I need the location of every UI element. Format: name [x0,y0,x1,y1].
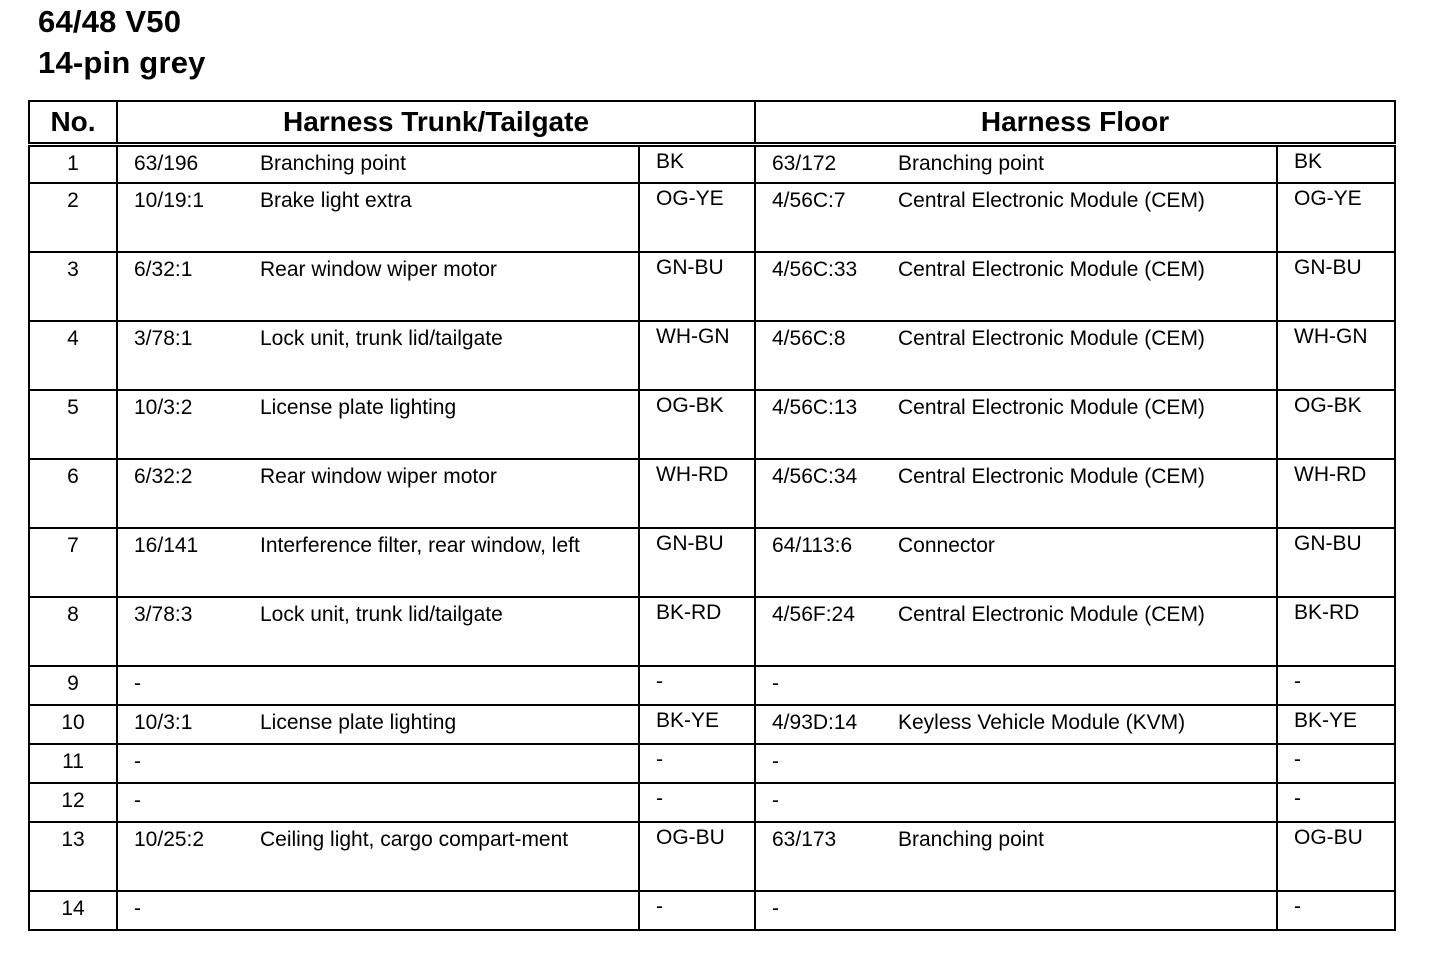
trunk-code: - [134,789,141,812]
trunk-code: 3/78:3 [134,603,193,626]
pinout-table [28,100,1396,931]
trunk-description [260,747,638,777]
floor-description: Keyless Vehicle Module (KVM) [898,711,1186,734]
trunk-cell [117,783,639,822]
table-header-row [29,101,1395,145]
table-row [29,528,1395,597]
floor-description: Central Electronic Module (CEM) [898,603,1205,626]
floor-code: 4/93D:14 [772,711,858,734]
pin-number: 2 [29,183,117,252]
trunk-cell [117,666,639,705]
table-row [29,666,1395,705]
table-row [29,459,1395,528]
trunk-description: Ceiling light, cargo compart-ment [260,828,569,851]
trunk-code: 10/25:2 [134,828,205,851]
table-row [29,145,1395,184]
table-row [29,597,1395,666]
connector-subtitle: 14-pin grey [38,45,206,80]
floor-cell [755,597,1277,666]
trunk-description [260,786,638,816]
trunk-description: Rear window wiper motor [260,465,497,488]
floor-cell [755,145,1277,184]
floor-wire-color: - [1277,891,1395,930]
pin-number: 3 [29,252,117,321]
floor-wire-color: WH-GN [1277,321,1395,390]
trunk-cell [117,891,639,930]
floor-description: Central Electronic Module (CEM) [898,465,1205,488]
floor-description: Central Electronic Module (CEM) [898,258,1205,281]
trunk-cell [117,459,639,528]
table-row [29,252,1395,321]
floor-code: 4/56C:33 [772,258,858,281]
table-row [29,321,1395,390]
floor-code: 64/113:6 [772,534,853,557]
floor-description: Connector [898,534,995,557]
trunk-wire-color: BK [639,145,755,184]
trunk-cell [117,321,639,390]
floor-description [898,894,1276,924]
table-row [29,183,1395,252]
trunk-code: - [134,672,141,695]
pin-number: 9 [29,666,117,705]
pin-number: 5 [29,390,117,459]
trunk-code: 16/141 [134,534,199,557]
trunk-cell [117,705,639,744]
floor-description: Central Electronic Module (CEM) [898,189,1205,212]
trunk-code: 10/3:2 [134,396,193,419]
trunk-wire-color: BK-RD [639,597,755,666]
trunk-description: Rear window wiper motor [260,258,497,281]
floor-code: - [772,789,779,812]
floor-wire-color: GN-BU [1277,528,1395,597]
floor-wire-color: OG-YE [1277,183,1395,252]
col-header-floor: Harness Floor [755,101,1395,145]
floor-wire-color: BK-YE [1277,705,1395,744]
floor-code: 4/56F:24 [772,603,855,626]
floor-cell [755,744,1277,783]
trunk-cell [117,744,639,783]
floor-code: 4/56C:13 [772,396,858,419]
pin-number: 8 [29,597,117,666]
col-header-trunk: Harness Trunk/Tailgate [117,101,755,145]
table-row [29,705,1395,744]
trunk-wire-color: OG-YE [639,183,755,252]
floor-cell [755,822,1277,891]
trunk-description: License plate lighting [260,711,457,734]
floor-code: - [772,750,779,773]
table-row [29,822,1395,891]
floor-description: Central Electronic Module (CEM) [898,396,1205,419]
trunk-code: 10/3:1 [134,711,193,734]
floor-cell [755,891,1277,930]
floor-wire-color: BK [1277,145,1395,184]
floor-wire-color: - [1277,744,1395,783]
trunk-code: 6/32:2 [134,465,193,488]
trunk-code: 3/78:1 [134,327,193,350]
pin-number: 6 [29,459,117,528]
trunk-code: - [134,750,141,773]
table-row [29,390,1395,459]
trunk-wire-color: - [639,783,755,822]
table-row [29,783,1395,822]
pin-number: 12 [29,783,117,822]
trunk-wire-color: OG-BK [639,390,755,459]
floor-code: 4/56C:7 [772,189,846,212]
trunk-wire-color: WH-GN [639,321,755,390]
trunk-wire-color: - [639,744,755,783]
floor-code: 63/173 [772,828,837,851]
trunk-description: Lock unit, trunk lid/tailgate [260,327,503,350]
trunk-code: 6/32:1 [134,258,193,281]
table-body [29,145,1395,931]
trunk-cell [117,597,639,666]
trunk-code: 63/196 [134,152,199,175]
floor-cell [755,252,1277,321]
floor-wire-color: - [1277,666,1395,705]
floor-description [898,747,1276,777]
floor-code: - [772,897,779,920]
trunk-wire-color: GN-BU [639,252,755,321]
trunk-description [260,669,638,699]
floor-description: Central Electronic Module (CEM) [898,327,1205,350]
trunk-wire-color: WH-RD [639,459,755,528]
floor-code: - [772,672,779,695]
trunk-code: 10/19:1 [134,189,205,212]
trunk-cell [117,145,639,184]
floor-cell [755,390,1277,459]
connector-title: 64/48 V50 [38,4,182,39]
trunk-cell [117,390,639,459]
trunk-cell [117,822,639,891]
floor-wire-color: - [1277,783,1395,822]
trunk-wire-color: GN-BU [639,528,755,597]
floor-description: Branching point [898,152,1044,175]
floor-cell [755,705,1277,744]
trunk-description [260,894,638,924]
trunk-wire-color: BK-YE [639,705,755,744]
trunk-wire-color: - [639,666,755,705]
col-header-no: No. [29,101,117,145]
trunk-wire-color: OG-BU [639,822,755,891]
floor-cell [755,528,1277,597]
pin-number: 4 [29,321,117,390]
floor-wire-color: WH-RD [1277,459,1395,528]
trunk-cell [117,528,639,597]
trunk-description: Lock unit, trunk lid/tailgate [260,603,503,626]
trunk-description: Branching point [260,152,406,175]
trunk-cell [117,183,639,252]
trunk-description: License plate lighting [260,396,457,419]
floor-description [898,669,1276,699]
trunk-wire-color: - [639,891,755,930]
floor-description [898,786,1276,816]
pin-number: 10 [29,705,117,744]
floor-wire-color: OG-BU [1277,822,1395,891]
table-row [29,744,1395,783]
trunk-description: Interference filter, rear window, left [260,534,580,557]
trunk-cell [117,252,639,321]
floor-wire-color: OG-BK [1277,390,1395,459]
floor-cell [755,459,1277,528]
floor-wire-color: BK-RD [1277,597,1395,666]
floor-code: 4/56C:34 [772,465,858,488]
table-row [29,891,1395,930]
trunk-code: - [134,897,141,920]
floor-code: 63/172 [772,152,837,175]
floor-cell [755,183,1277,252]
pin-number: 14 [29,891,117,930]
floor-cell [755,321,1277,390]
pin-number: 7 [29,528,117,597]
pin-number: 11 [29,744,117,783]
floor-cell [755,666,1277,705]
floor-cell [755,783,1277,822]
pin-number: 13 [29,822,117,891]
floor-wire-color: GN-BU [1277,252,1395,321]
floor-description: Branching point [898,828,1044,851]
pin-number: 1 [29,145,117,184]
floor-code: 4/56C:8 [772,327,846,350]
trunk-description: Brake light extra [260,189,412,212]
